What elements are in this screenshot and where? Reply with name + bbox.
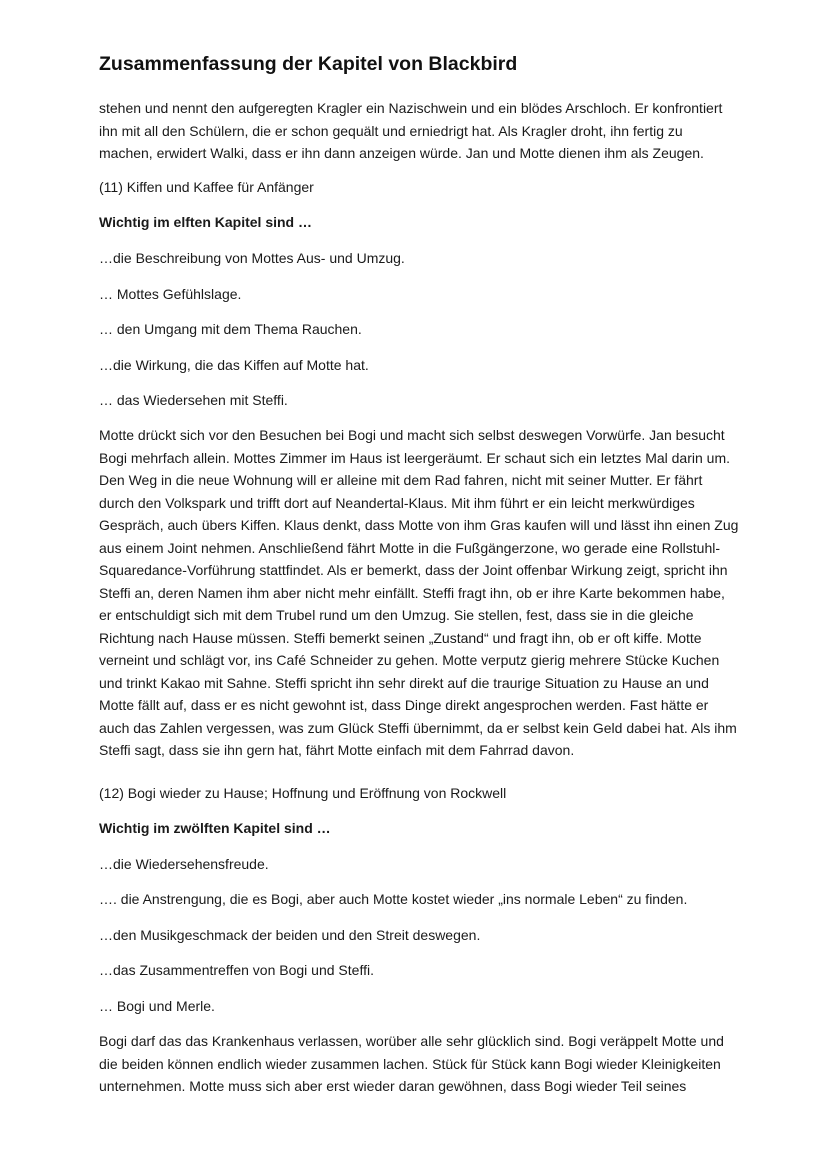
chapter-11-heading: (11) Kiffen und Kaffee für Anfänger <box>99 179 314 195</box>
chapter-11-point-1: …die Beschreibung von Mottes Aus- und Umzug. <box>99 250 405 266</box>
chapter-11-point-5: … das Wiedersehen mit Steffi. <box>99 392 288 408</box>
chapter-12-summary: Bogi darf das das Krankenhaus verlassen, worüber alle sehr glücklich sind. Bogi veräppelt Motte und die beiden können endlich wieder zusammen lachen. Stück für Stück kann Bogi wieder Kleinigkeiten unternehmen. Motte muss sich aber erst wieder daran gewöhnen, dass Bogi wieder Teil seines <box>99 1033 724 1094</box>
document-title: Zusammenfassung der Kapitel von Blackbird <box>99 53 518 75</box>
chapter-12-important-heading: Wichtig im zwölften Kapitel sind … <box>99 820 331 836</box>
chapter-11-point-4: …die Wirkung, die das Kiffen auf Motte hat. <box>99 357 369 373</box>
chapter-12-point-5: … Bogi und Merle. <box>99 998 215 1014</box>
chapter-11-point-2: … Mottes Gefühlslage. <box>99 286 242 302</box>
chapter-11-point-3: … den Umgang mit dem Thema Rauchen. <box>99 321 362 337</box>
chapter-11-summary: Motte drückt sich vor den Besuchen bei Bogi und macht sich selbst deswegen Vorwürfe. Jan besucht Bogi mehrfach allein. Mottes Zimmer im Haus ist leergeräumt. Er schaut sich ein letztes Mal darin um. Den Weg in die neue Wohnung will er alleine mit dem Rad fahren, nicht mit seiner Mutter. Er fährt durch den Volkspark und trifft dort auf Neandertal-Klaus. Mit ihm führt er ein leicht merkwürdiges Gespräch, auch übers Kiffen. Klaus denkt, dass Motte von ihm Gras kaufen will und lässt ihn einen Zug aus einem Joint nehmen. Anschließend fährt Motte in die Fußgängerzone, wo gerade eine Rollstuhl-Squaredance-Vorführung stattfindet. Als er bemerkt, dass der Joint offenbar Wirkung zeigt, spricht ihn Steffi an, deren Namen ihm aber nicht mehr einfällt. Steffi fragt ihn, ob er ihre Karte bekommen habe, er entschuldigt sich mit dem Trubel rund um den Umzug. Sie stellen, fest, dass sie in die gleiche Richtung nach Hause müssen. Steffi bemerkt seinen „Zustand“ und fragt ihn, ob er oft kiffe. Motte verneint und schlägt vor, ins Café Schneider zu gehen. Motte verputz gierig mehrere Stücke Kuchen und trinkt Kakao mit Sahne. Steffi spricht ihn sehr direkt auf die traurige Situation zu Hause an und Motte fällt auf, dass er es nicht gewohnt ist, dass Dinge direkt angesprochen werden. Fast hätte er auch das Zahlen vergessen, was zum Glück Steffi übernimmt, da er selbst kein Geld dabei hat. Als ihm Steffi sagt, dass sie ihn gern hat, fährt Motte einfach mit dem Fahrrad davon. <box>99 427 739 758</box>
chapter-12-point-3: …den Musikgeschmack der beiden und den Streit deswegen. <box>99 927 481 943</box>
chapter-12-heading: (12) Bogi wieder zu Hause; Hoffnung und Eröffnung von Rockwell <box>99 785 507 801</box>
chapter-11-important-heading: Wichtig im elften Kapitel sind … <box>99 214 313 230</box>
chapter-12-point-2: …. die Anstrengung, die es Bogi, aber auch Motte kostet wieder „ins normale Leben“ zu finden. <box>99 891 688 907</box>
paragraph-continuation: stehen und nennt den aufgeregten Kragler ein Nazischwein und ein blödes Arschloch. Er konfrontiert ihn mit all den Schülern, die er schon gequält und erniedrigt hat. Als Kragler droht, ihn fertig zu machen, erwidert Walki, dass er ihn dann anzeigen würde. Jan und Motte dienen ihm als Zeugen. <box>99 100 723 161</box>
chapter-12-point-4: …das Zusammentreffen von Bogi und Steffi. <box>99 962 374 978</box>
chapter-12-point-1: …die Wiedersehensfreude. <box>99 856 269 872</box>
